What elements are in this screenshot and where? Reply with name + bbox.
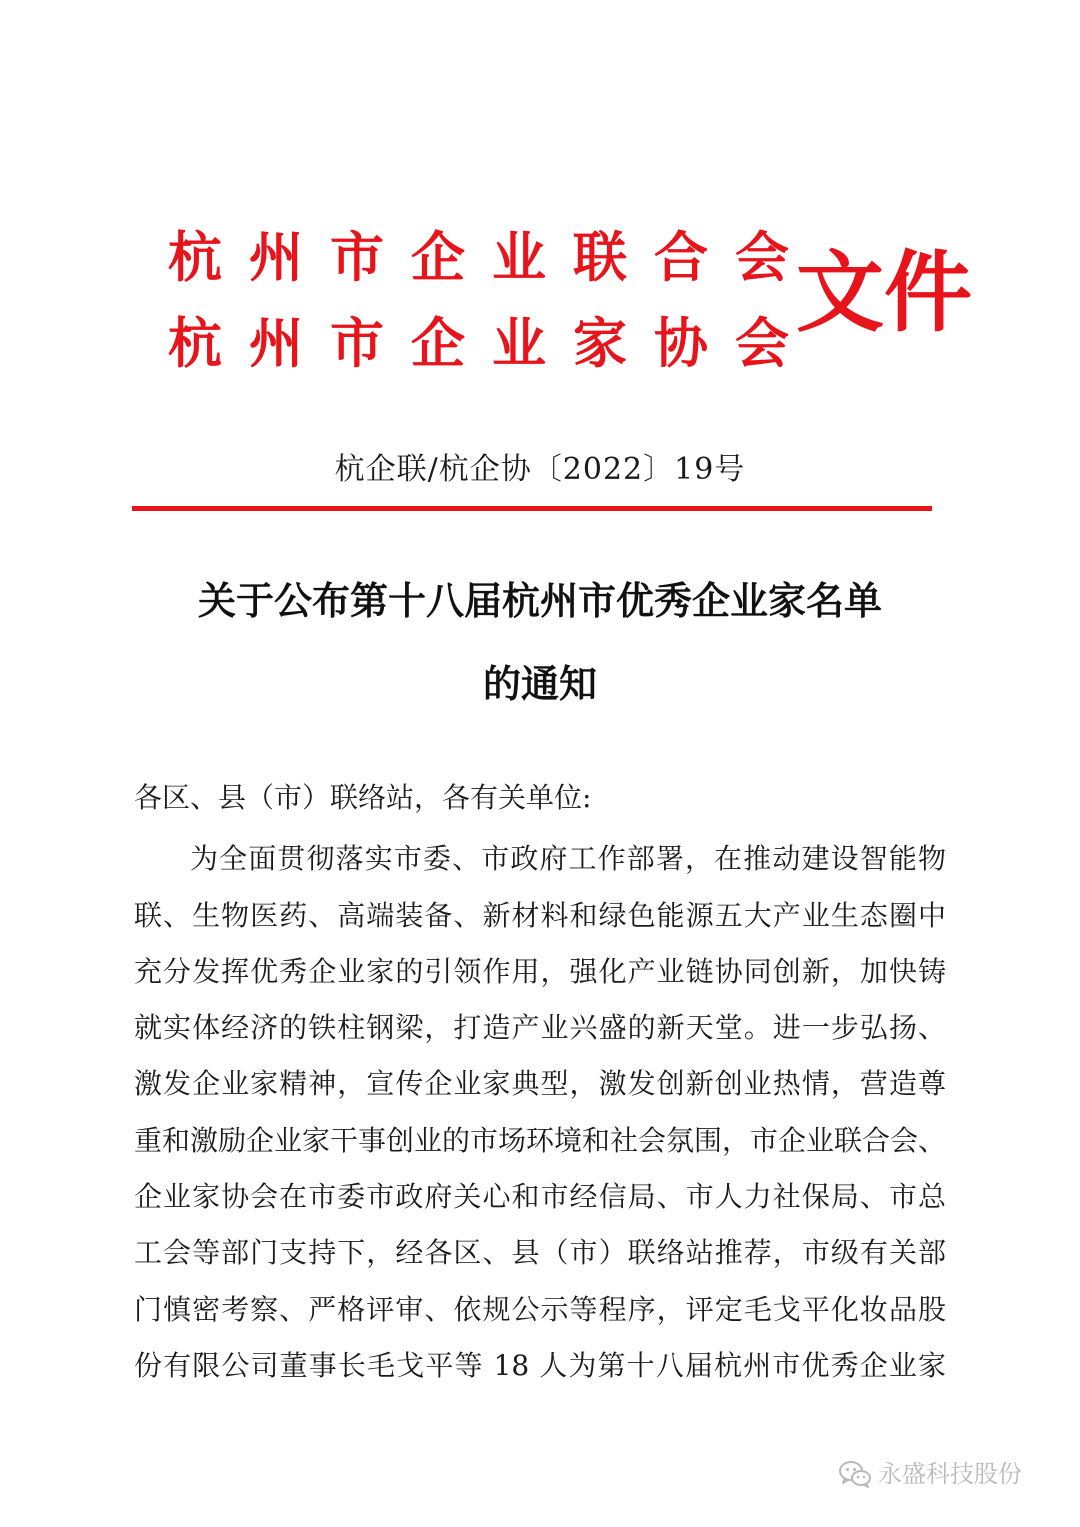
body-line: 工会等部门支持下，经各区、县（市）联络站推荐，市级有关部 [134,1236,946,1269]
body-line: 就实体经济的铁柱钢梁，打造产业兴盛的新天堂。进一步弘扬、 [134,1011,946,1044]
wechat-icon [838,1459,872,1489]
red-divider [132,506,932,511]
issuer-line-2: 杭州市企业家协会 [168,312,816,375]
notice-title-line-2: 的通知 [482,662,597,706]
document-type-label: 文件 [796,241,973,344]
body-line: 充分发挥优秀企业家的引领作用，强化产业链协同创新，加快铸 [134,955,946,988]
watermark-text: 永盛科技股份 [878,1460,1022,1488]
notice-title-line-1: 关于公布第十八届杭州市优秀企业家名单 [197,579,882,623]
salutation: 各区、县（市）联络站，各有关单位: [134,781,592,814]
issuer-line-1: 杭州市企业联合会 [168,226,816,289]
body-line: 企业家协会在市委市政府关心和市经信局、市人力社保局、市总 [134,1180,946,1213]
body-line: 联、生物医药、高端装备、新材料和绿色能源五大产业生态圈中 [134,899,946,932]
body-line: 重和激励企业家干事创业的市场环境和社会氛围，市企业联合会、 [134,1124,947,1157]
body-line: 份有限公司董事长毛戈平等 18 人为第十八届杭州市优秀企业家 [134,1349,946,1382]
body-line: 门慎密考察、严格评审、依规公示等程序，评定毛戈平化妆品股 [134,1293,946,1326]
body-line: 激发企业家精神，宣传企业家典型，激发创新创业热情，营造尊 [134,1067,946,1100]
document-number: 杭企联/杭企协〔2022〕19号 [334,452,746,487]
body-line: 为全面贯彻落实市委、市政府工作部署，在推动建设智能物 [190,842,946,875]
watermark [838,1457,1022,1491]
